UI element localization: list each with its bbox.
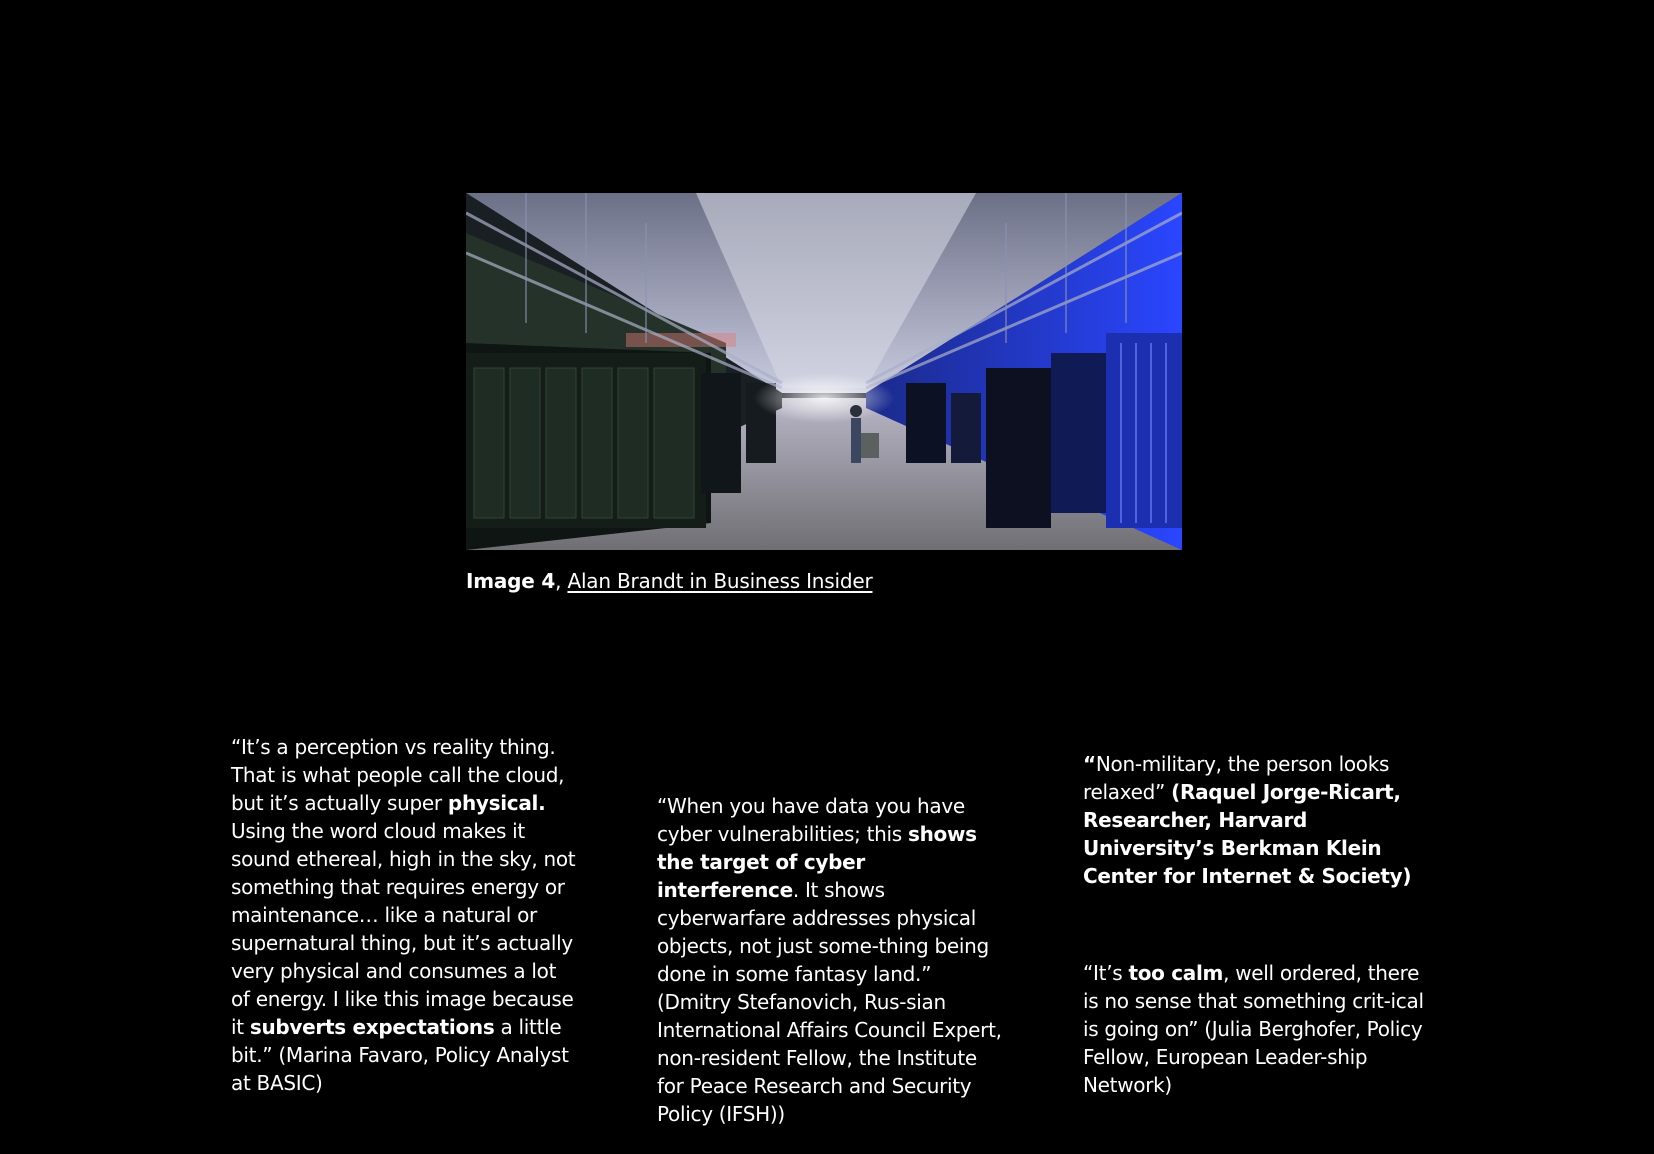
quote-emphasis: shows the target of cyber interference [657,822,977,902]
caption-separator: , [555,569,568,593]
quote-text: , well ordered, there is no sense that something crit-ical is going on” (Julia Berghofer, Policy Fellow, European Leader-ship Network) [1083,961,1424,1097]
quote-text: Non-military, the person looks relaxed” [1083,752,1390,804]
quote-text: “It’s a perception vs reality thing. That is what people call the cloud, but it’s actually super [231,735,565,815]
quote-dmitry-stefanovich [657,792,1002,1128]
quote-text: “When you have data you have cyber vulnerabilities; this [657,794,965,846]
quote-raquel-jorge-ricart [1083,750,1428,890]
data-center-photo [466,193,1182,550]
quote-emphasis: physical. [447,791,546,815]
quote-text: “It’s [1083,961,1129,985]
quote-emphasis: subverts expectations [249,1015,495,1039]
quote-text: a little bit.” (Marina Favaro, Policy Analyst at BASIC) [231,1015,569,1095]
quote-marina-favaro [231,733,576,1097]
quote-emphasis: too calm [1128,961,1224,985]
caption-source-link[interactable]: Alan Brandt in Business Insider [567,569,873,593]
caption-label: Image 4 [466,569,556,593]
quote-emphasis: “ [1083,752,1096,776]
quote-text: Using the word cloud makes it sound ethereal, high in the sky, not something that requires energy or maintenance… like a natural or supernatural thing, but it’s actually very physical and consumes a lot of energy. I like this image because it [231,819,576,1039]
quote-text: . It shows cyberwarfare addresses physical objects, not just some-thing being done in some fantasy land.” (Dmitry Stefanovich, Rus-sian International Affairs Council Expert, non-resident Fellow, the Institute for Peace Research and Security Policy (IFSH)) [657,878,1002,1126]
quote-julia-berghofer [1083,959,1428,1099]
quote-emphasis: (Raquel Jorge-Ricart, Researcher, Harvard University’s Berkman Klein Center for Internet & Society) [1083,780,1412,888]
figure-caption [466,566,872,596]
